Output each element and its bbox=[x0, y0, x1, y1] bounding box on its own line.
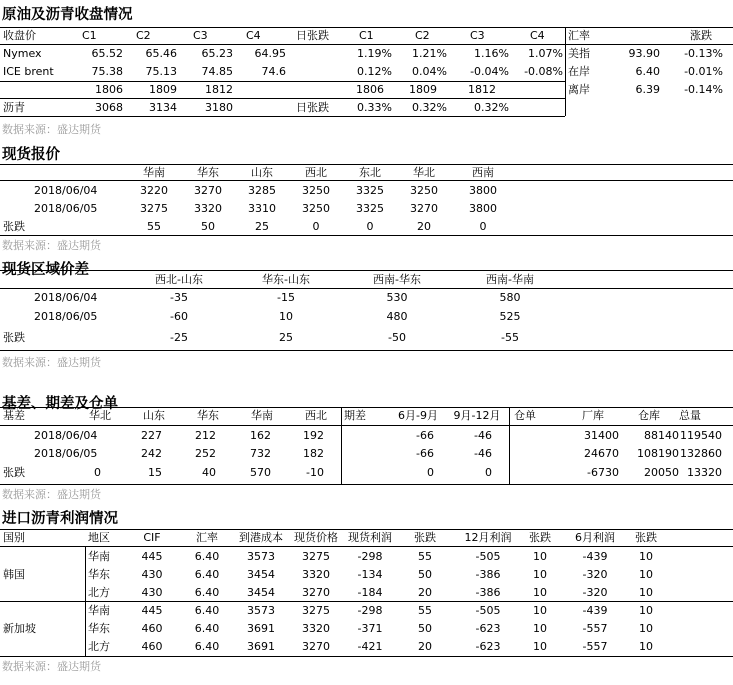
spread-value: 480 bbox=[386, 310, 408, 323]
profit-bottom-line bbox=[0, 656, 733, 657]
spread-value: -15 bbox=[277, 291, 295, 304]
profit-header: 张跌 bbox=[529, 531, 551, 544]
profit-value: -184 bbox=[357, 586, 383, 599]
spot-price: 55 bbox=[147, 220, 161, 233]
profit-header: 到港成本 bbox=[239, 531, 283, 544]
warehouse-receipt: 88140 bbox=[644, 429, 679, 442]
contract-name: ICE brent bbox=[3, 65, 54, 78]
region-label: 北方 bbox=[88, 586, 110, 599]
basis-header: 总量 bbox=[679, 409, 701, 422]
asphalt-close: 3180 bbox=[205, 101, 233, 114]
profit-value: 3573 bbox=[247, 550, 275, 563]
basis-header: 仓库 bbox=[638, 409, 660, 422]
profit-value: 10 bbox=[533, 622, 547, 635]
spot-price: 3285 bbox=[248, 184, 276, 197]
close-price: 75.38 bbox=[91, 65, 123, 78]
profit-header: 国别 bbox=[3, 531, 25, 544]
profit-value: -439 bbox=[582, 604, 608, 617]
profit-value: 3320 bbox=[302, 622, 330, 635]
spread-header: 华东-山东 bbox=[262, 273, 310, 286]
spot-bottom-line bbox=[0, 235, 733, 236]
region-header: 东北 bbox=[359, 166, 381, 179]
section-title-futures: 原油及沥青收盘情况 bbox=[2, 7, 133, 23]
profit-value: 10 bbox=[533, 640, 547, 653]
profit-value: 445 bbox=[141, 604, 163, 617]
contract-month: 1809 bbox=[149, 83, 177, 96]
asphalt-change: 0.32% bbox=[412, 101, 447, 114]
header-contract: C1 bbox=[359, 29, 374, 42]
basis-value: 212 bbox=[195, 429, 216, 442]
warehouse-receipt: 31400 bbox=[584, 429, 619, 442]
change-pct: 1.07% bbox=[528, 47, 563, 60]
profit-value: 10 bbox=[533, 586, 547, 599]
basis-value: 0 bbox=[94, 466, 101, 479]
fx-change: -0.13% bbox=[684, 47, 723, 60]
data-source-note: 数据来源：盛达期货 bbox=[2, 356, 101, 369]
spot-price: 3220 bbox=[140, 184, 168, 197]
spot-price: 0 bbox=[312, 220, 320, 233]
date-label: 2018/06/05 bbox=[34, 202, 98, 215]
profit-value: -134 bbox=[357, 568, 383, 581]
spot-price: 0 bbox=[479, 220, 487, 233]
basis-header: 厂库 bbox=[582, 409, 604, 422]
basis-value: 227 bbox=[141, 429, 162, 442]
calendar-spread: 0 bbox=[427, 466, 434, 479]
profit-value: 10 bbox=[639, 568, 653, 581]
basis-header: 西北 bbox=[305, 409, 327, 422]
profit-value: 10 bbox=[639, 622, 653, 635]
profit-value: 55 bbox=[418, 550, 432, 563]
contract-month: 1806 bbox=[95, 83, 123, 96]
basis-value: 242 bbox=[141, 447, 162, 460]
close-price: 65.23 bbox=[201, 47, 233, 60]
header-contract: C1 bbox=[82, 29, 97, 42]
country-divider bbox=[85, 601, 86, 657]
profit-value: 6.40 bbox=[194, 622, 220, 635]
spot-price: 3325 bbox=[356, 184, 384, 197]
region-label: 华东 bbox=[88, 568, 110, 581]
change-label: 张跌 bbox=[3, 331, 25, 344]
profit-value: 430 bbox=[141, 586, 163, 599]
section-title-basis: 基差、期差及仓单 bbox=[2, 396, 118, 412]
calendar-spread: -46 bbox=[474, 447, 492, 460]
fx-name: 美指 bbox=[568, 47, 590, 60]
spread-value: -60 bbox=[170, 310, 188, 323]
fx-header: 汇率 bbox=[568, 29, 590, 42]
profit-value: 6.40 bbox=[194, 550, 220, 563]
region-label: 华南 bbox=[88, 550, 110, 563]
warehouse-receipt: 24670 bbox=[584, 447, 619, 460]
basis-value: 40 bbox=[202, 466, 216, 479]
profit-group-line bbox=[0, 601, 733, 602]
profit-value: 6.40 bbox=[194, 640, 220, 653]
profit-header: 6月利润 bbox=[575, 531, 615, 544]
basis-value: 252 bbox=[195, 447, 216, 460]
profit-value: -557 bbox=[582, 622, 608, 635]
date-label: 2018/06/04 bbox=[34, 184, 98, 197]
profit-header: 张跌 bbox=[635, 531, 657, 544]
profit-header: 12月利润 bbox=[464, 531, 512, 544]
profit-value: 3270 bbox=[302, 640, 330, 653]
profit-value: -386 bbox=[475, 586, 501, 599]
profit-value: 3454 bbox=[247, 586, 275, 599]
section-title-import-profit: 进口沥青利润情况 bbox=[2, 511, 118, 527]
region-header: 华北 bbox=[413, 166, 435, 179]
basis-header: 期差 bbox=[344, 409, 366, 422]
region-bottom-line bbox=[0, 350, 733, 351]
region-label: 华东 bbox=[88, 622, 110, 635]
asphalt-name: 沥青 bbox=[3, 101, 25, 114]
spread-value: -55 bbox=[501, 331, 519, 344]
change-pct: -0.04% bbox=[470, 65, 509, 78]
spot-price: 50 bbox=[201, 220, 215, 233]
profit-value: 6.40 bbox=[194, 604, 220, 617]
date-label: 2018/06/04 bbox=[34, 429, 98, 442]
close-price: 74.85 bbox=[201, 65, 233, 78]
fx-value: 93.90 bbox=[628, 47, 660, 60]
change-pct: 1.21% bbox=[412, 47, 447, 60]
spot-price: 3320 bbox=[194, 202, 222, 215]
profit-header: 汇率 bbox=[196, 531, 218, 544]
spread-header: 西北-山东 bbox=[155, 273, 203, 286]
spot-price: 25 bbox=[255, 220, 269, 233]
profit-value: 3270 bbox=[302, 586, 330, 599]
profit-value: 10 bbox=[533, 604, 547, 617]
calendar-spread: -66 bbox=[416, 429, 434, 442]
spot-header-line bbox=[0, 164, 733, 165]
profit-value: 3691 bbox=[247, 640, 275, 653]
spot-price: 3250 bbox=[302, 184, 330, 197]
region-header: 华东 bbox=[197, 166, 219, 179]
spread-value: -25 bbox=[170, 331, 188, 344]
spot-price: 3800 bbox=[469, 202, 497, 215]
profit-subheader-line bbox=[0, 546, 733, 547]
calendar-spread: -46 bbox=[474, 429, 492, 442]
warehouse-receipt: 108190 bbox=[637, 447, 679, 460]
fx-header-change: 涨跌 bbox=[690, 29, 712, 42]
spread-value: 580 bbox=[499, 291, 521, 304]
close-price: 65.46 bbox=[145, 47, 177, 60]
basis-subheader-line bbox=[0, 425, 733, 426]
spread-header: 西南-华东 bbox=[373, 273, 421, 286]
spot-price: 3270 bbox=[410, 202, 438, 215]
change-pct: 1.16% bbox=[474, 47, 509, 60]
data-source-note: 数据来源：盛达期货 bbox=[2, 123, 101, 136]
change-pct: 0.12% bbox=[357, 65, 392, 78]
basis-header: 华南 bbox=[251, 409, 273, 422]
spot-price: 3275 bbox=[140, 202, 168, 215]
region-header: 西北 bbox=[305, 166, 327, 179]
close-price: 64.95 bbox=[254, 47, 286, 60]
profit-value: -386 bbox=[475, 568, 501, 581]
basis-header: 6月-9月 bbox=[398, 409, 438, 422]
spread-value: 10 bbox=[279, 310, 293, 323]
profit-value: -623 bbox=[475, 640, 501, 653]
warehouse-receipt: 132860 bbox=[680, 447, 722, 460]
date-label: 2018/06/05 bbox=[34, 310, 98, 323]
spread-header: 西南-华南 bbox=[486, 273, 534, 286]
basis-header: 基差 bbox=[3, 409, 25, 422]
profit-value: 6.40 bbox=[194, 586, 220, 599]
change-pct: 0.04% bbox=[412, 65, 447, 78]
basis-value: 570 bbox=[250, 466, 271, 479]
section-title-spot: 现货报价 bbox=[2, 147, 60, 163]
change-pct: 1.19% bbox=[357, 47, 392, 60]
daily-change-label: 日张跌 bbox=[296, 101, 329, 114]
calendar-spread: 0 bbox=[485, 466, 492, 479]
profit-value: 3275 bbox=[302, 550, 330, 563]
spread-value: -50 bbox=[388, 331, 406, 344]
region-header: 华南 bbox=[143, 166, 165, 179]
spot-price: 3270 bbox=[194, 184, 222, 197]
header-contract: C3 bbox=[193, 29, 208, 42]
spot-price: 20 bbox=[417, 220, 431, 233]
profit-value: 445 bbox=[141, 550, 163, 563]
basis-header: 华东 bbox=[197, 409, 219, 422]
profit-value: 3454 bbox=[247, 568, 275, 581]
basis-value: 182 bbox=[303, 447, 324, 460]
header-contract: C4 bbox=[246, 29, 261, 42]
warehouse-receipt: 119540 bbox=[680, 429, 722, 442]
date-label: 2018/06/04 bbox=[34, 291, 98, 304]
profit-value: -298 bbox=[357, 604, 383, 617]
profit-value: 10 bbox=[533, 568, 547, 581]
header-contract: C3 bbox=[470, 29, 485, 42]
basis-divider bbox=[341, 407, 342, 485]
spot-price: 0 bbox=[366, 220, 374, 233]
basis-header: 仓单 bbox=[514, 409, 536, 422]
spread-value: 530 bbox=[386, 291, 408, 304]
country-divider bbox=[85, 546, 86, 601]
receipt-divider bbox=[509, 407, 510, 485]
asphalt-close: 3068 bbox=[95, 101, 123, 114]
profit-value: -298 bbox=[357, 550, 383, 563]
warehouse-receipt: 13320 bbox=[687, 466, 722, 479]
profit-header-line bbox=[0, 529, 733, 530]
region-header: 山东 bbox=[251, 166, 273, 179]
close-price: 65.52 bbox=[91, 47, 123, 60]
basis-value: 15 bbox=[148, 466, 162, 479]
country-label: 韩国 bbox=[3, 568, 25, 581]
warehouse-receipt: 20050 bbox=[644, 466, 679, 479]
profit-value: 460 bbox=[141, 640, 163, 653]
fx-value: 6.40 bbox=[635, 65, 660, 78]
profit-value: 10 bbox=[533, 550, 547, 563]
header-label: 收盘价 bbox=[3, 29, 36, 42]
profit-value: -320 bbox=[582, 568, 608, 581]
region-subheader-line bbox=[0, 288, 733, 289]
futures-header-line bbox=[0, 27, 733, 28]
region-label: 北方 bbox=[88, 640, 110, 653]
basis-value: -10 bbox=[306, 466, 324, 479]
header-contract: C4 bbox=[530, 29, 545, 42]
spread-value: 25 bbox=[279, 331, 293, 344]
profit-value: 10 bbox=[639, 586, 653, 599]
profit-value: 430 bbox=[141, 568, 163, 581]
futures-subheader-line bbox=[0, 44, 733, 45]
spot-price: 3800 bbox=[469, 184, 497, 197]
profit-header: CIF bbox=[143, 531, 161, 544]
header-contract: C2 bbox=[415, 29, 430, 42]
spot-price: 3310 bbox=[248, 202, 276, 215]
profit-value: -505 bbox=[475, 550, 501, 563]
close-price: 75.13 bbox=[145, 65, 177, 78]
basis-header: 华北 bbox=[89, 409, 111, 422]
country-label: 新加坡 bbox=[3, 622, 36, 635]
change-label: 张跌 bbox=[3, 220, 25, 233]
profit-value: -371 bbox=[357, 622, 383, 635]
profit-header: 地区 bbox=[88, 531, 110, 544]
warehouse-receipt: -6730 bbox=[587, 466, 619, 479]
fx-change: -0.14% bbox=[684, 83, 723, 96]
profit-value: 3573 bbox=[247, 604, 275, 617]
basis-header: 9月-12月 bbox=[453, 409, 501, 422]
profit-value: 460 bbox=[141, 622, 163, 635]
contract-month: 1809 bbox=[409, 83, 437, 96]
fx-divider bbox=[565, 27, 566, 116]
basis-value: 162 bbox=[250, 429, 271, 442]
fx-change: -0.01% bbox=[684, 65, 723, 78]
profit-value: 3320 bbox=[302, 568, 330, 581]
region-header-line bbox=[0, 270, 733, 271]
months-line-bottom bbox=[0, 98, 565, 99]
basis-value: 732 bbox=[250, 447, 271, 460]
data-source-note: 数据来源：盛达期货 bbox=[2, 239, 101, 252]
profit-value: 55 bbox=[418, 604, 432, 617]
profit-value: 10 bbox=[639, 550, 653, 563]
asphalt-change: 0.32% bbox=[474, 101, 509, 114]
basis-value: 192 bbox=[303, 429, 324, 442]
header-daily-change: 日张跌 bbox=[296, 29, 329, 42]
section-title-region-spread: 现货区域价差 bbox=[2, 262, 89, 278]
profit-value: -320 bbox=[582, 586, 608, 599]
profit-value: 10 bbox=[639, 640, 653, 653]
profit-value: 50 bbox=[418, 622, 432, 635]
change-pct: -0.08% bbox=[524, 65, 563, 78]
profit-value: -505 bbox=[475, 604, 501, 617]
profit-value: -623 bbox=[475, 622, 501, 635]
futures-bottom-line bbox=[0, 116, 565, 117]
profit-value: 6.40 bbox=[194, 568, 220, 581]
region-label: 华南 bbox=[88, 604, 110, 617]
region-header: 西南 bbox=[472, 166, 494, 179]
contract-month: 1812 bbox=[468, 83, 496, 96]
data-source-note: 数据来源：盛达期货 bbox=[2, 488, 101, 501]
header-contract: C2 bbox=[136, 29, 151, 42]
spot-subheader-line bbox=[0, 180, 733, 181]
profit-value: 3691 bbox=[247, 622, 275, 635]
asphalt-change: 0.33% bbox=[357, 101, 392, 114]
profit-value: -421 bbox=[357, 640, 383, 653]
date-label: 2018/06/05 bbox=[34, 447, 98, 460]
fx-name: 离岸 bbox=[568, 83, 590, 96]
basis-header: 山东 bbox=[143, 409, 165, 422]
spot-price: 3250 bbox=[302, 202, 330, 215]
change-label: 张跌 bbox=[3, 466, 25, 479]
spot-price: 3250 bbox=[410, 184, 438, 197]
basis-bottom-line bbox=[0, 484, 733, 485]
fx-value: 6.39 bbox=[635, 83, 660, 96]
spread-value: -35 bbox=[170, 291, 188, 304]
asphalt-close: 3134 bbox=[149, 101, 177, 114]
months-line-top bbox=[0, 81, 565, 82]
profit-header: 现货利润 bbox=[348, 531, 392, 544]
calendar-spread: -66 bbox=[416, 447, 434, 460]
profit-header: 现货价格 bbox=[294, 531, 338, 544]
data-source-note: 数据来源：盛达期货 bbox=[2, 660, 101, 673]
contract-month: 1806 bbox=[356, 83, 384, 96]
profit-value: -557 bbox=[582, 640, 608, 653]
profit-header: 张跌 bbox=[414, 531, 436, 544]
spot-price: 3325 bbox=[356, 202, 384, 215]
close-price: 74.6 bbox=[261, 65, 286, 78]
spread-value: 525 bbox=[499, 310, 521, 323]
profit-value: 20 bbox=[418, 640, 432, 653]
profit-value: 3275 bbox=[302, 604, 330, 617]
profit-value: 10 bbox=[639, 604, 653, 617]
profit-value: 20 bbox=[418, 586, 432, 599]
profit-value: 50 bbox=[418, 568, 432, 581]
contract-name: Nymex bbox=[3, 47, 42, 60]
basis-header-line bbox=[0, 407, 733, 408]
contract-month: 1812 bbox=[205, 83, 233, 96]
profit-value: -439 bbox=[582, 550, 608, 563]
fx-name: 在岸 bbox=[568, 65, 590, 78]
